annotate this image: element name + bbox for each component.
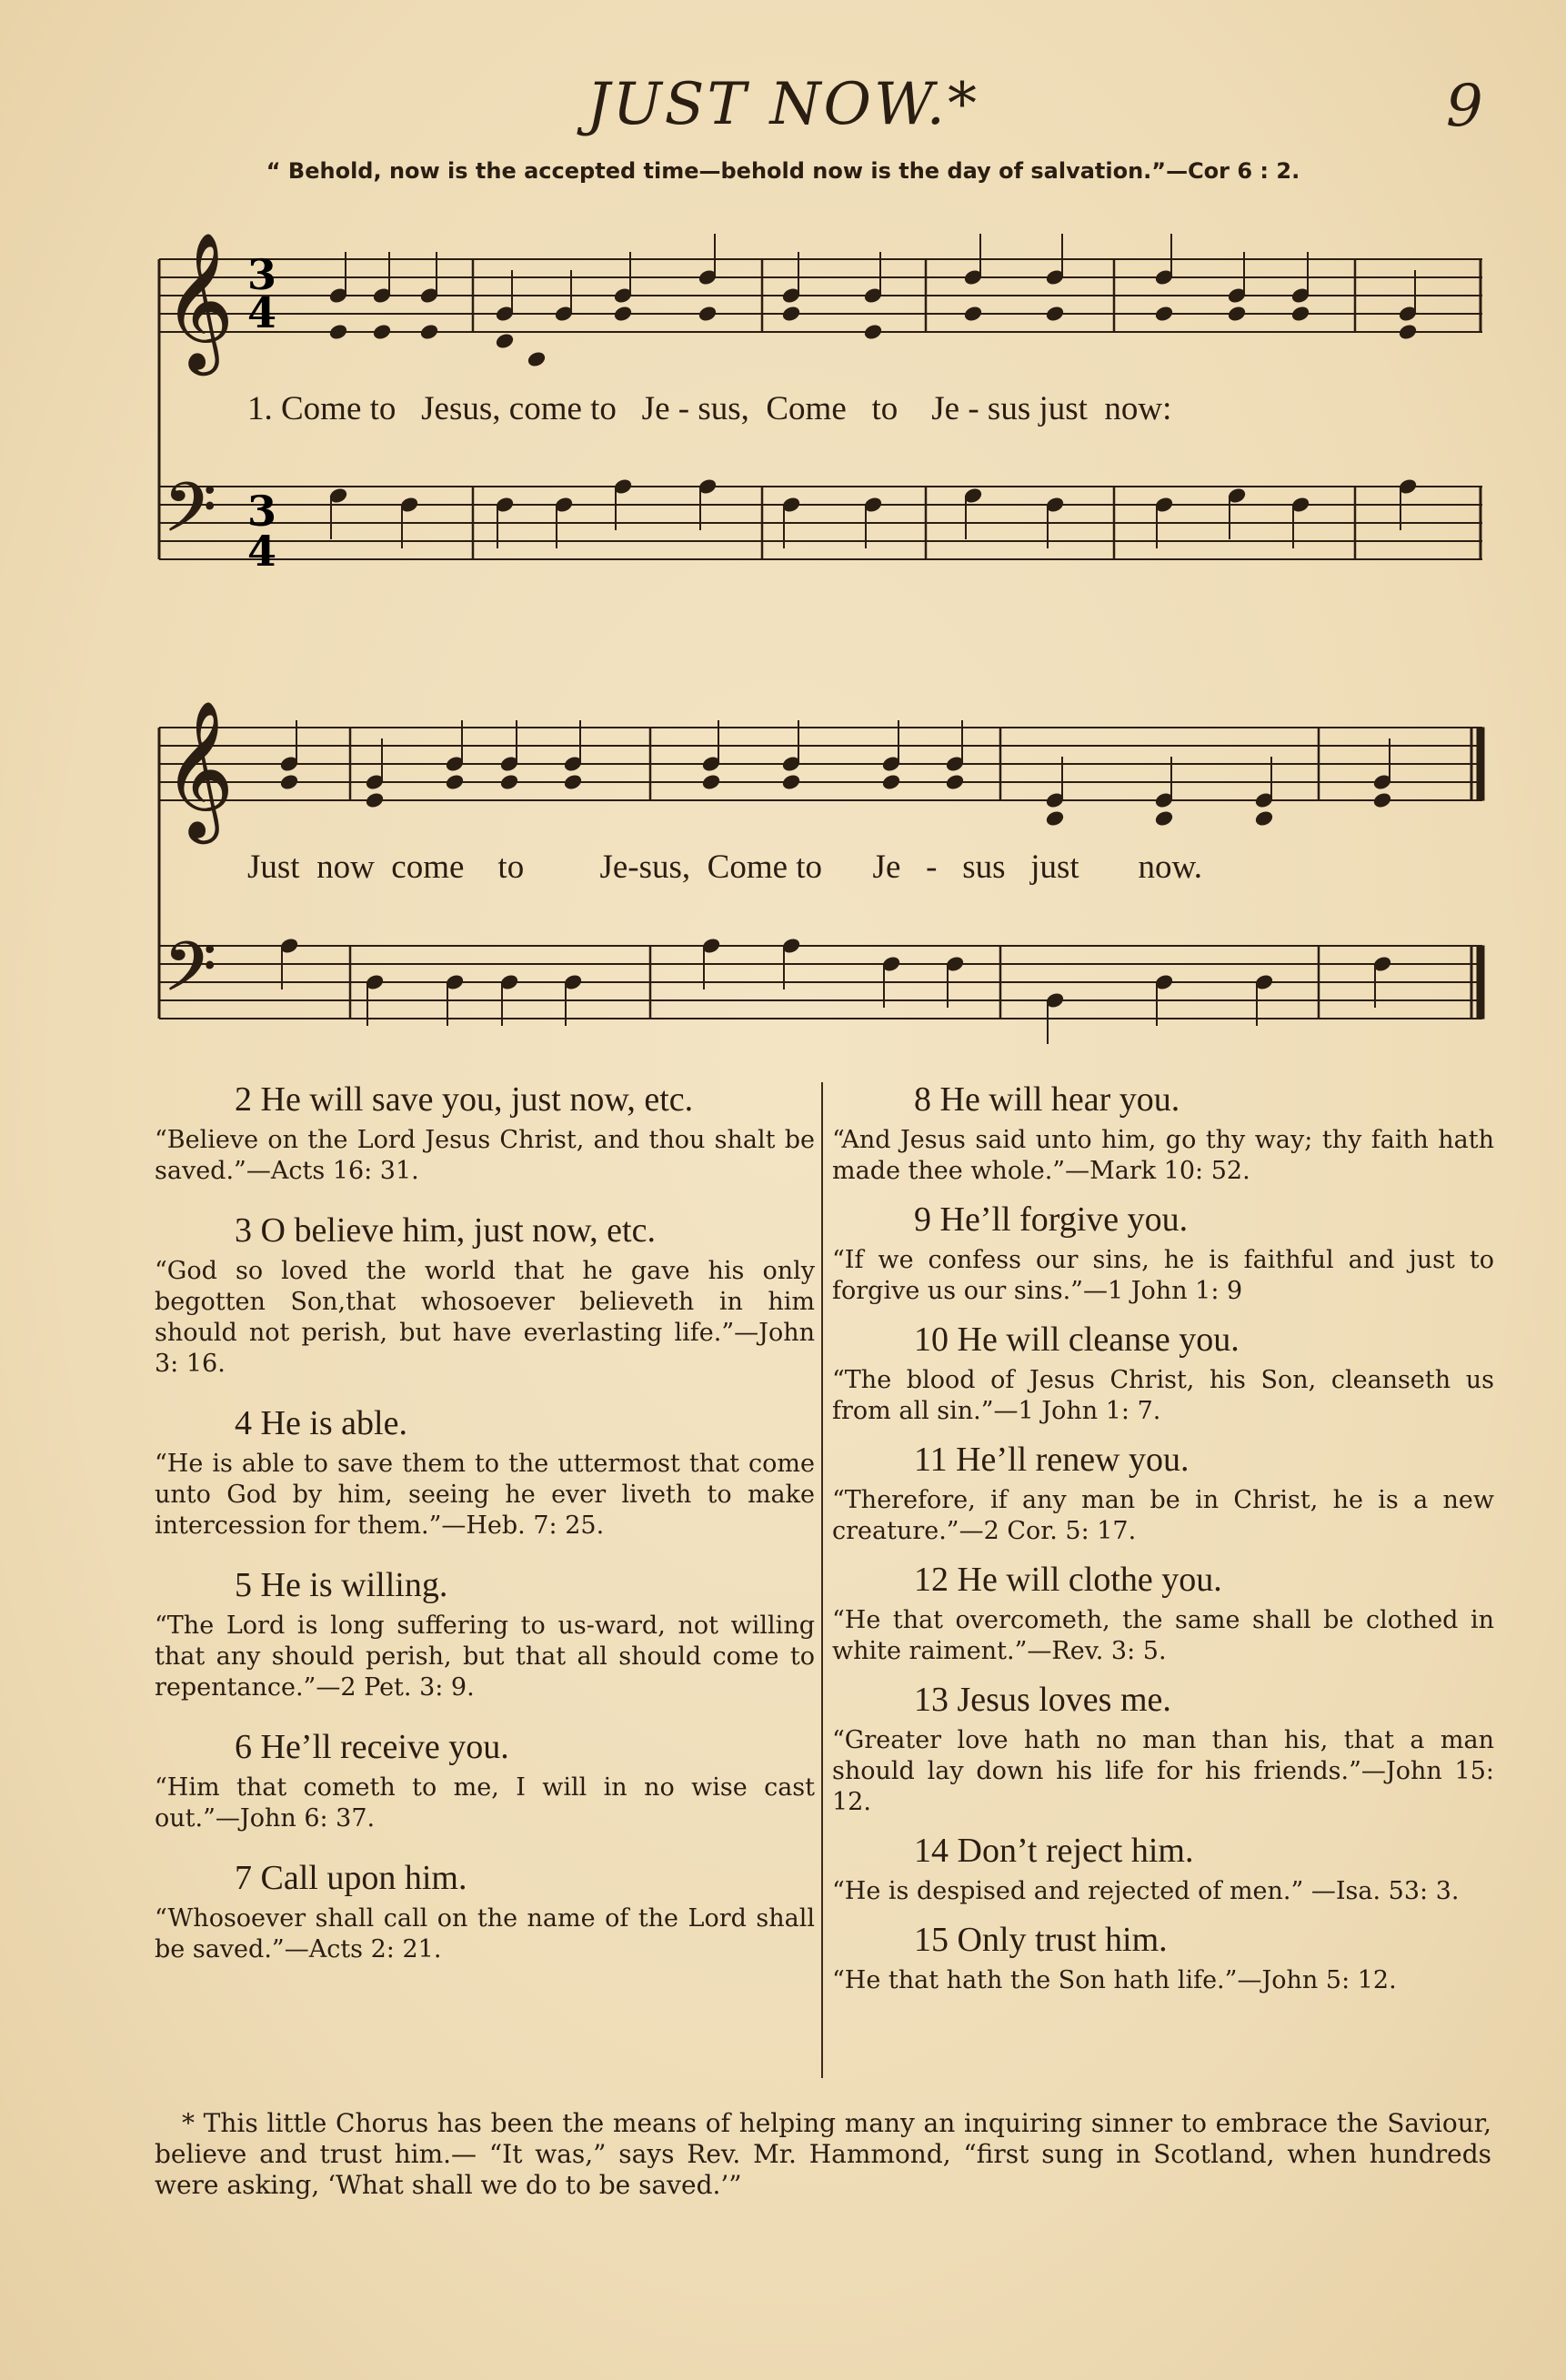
music-score	[0, 0, 1566, 1073]
note-head	[1398, 323, 1418, 340]
note-head	[1045, 305, 1065, 322]
bass-clef-icon: 𝄢	[164, 468, 216, 564]
note-head	[781, 773, 801, 790]
time-signature-bass-1	[247, 487, 276, 576]
note-head	[499, 773, 519, 790]
verse-heading: 13 Jesus loves me.	[914, 1681, 1171, 1719]
note-head	[1254, 809, 1274, 827]
page-number: 9	[1446, 73, 1483, 140]
note-head	[698, 305, 718, 322]
verse-scripture: “Believe on the Lord Jesus Christ, and thou shalt be saved.”—Acts 16: 31.	[155, 1126, 815, 1185]
column-divider	[821, 1082, 823, 2078]
treble-clef-icon: 𝄞	[164, 231, 234, 369]
verse-heading: 2 He will save you, just now, etc.	[235, 1080, 694, 1119]
footnote	[155, 2108, 1491, 2201]
note-head	[781, 305, 801, 322]
verse-scripture: “He that hath the Son hath life.”—John 5: 12.	[832, 1966, 1397, 1994]
verse-scripture: “The Lord is long suffering to us-ward, not willing that any should perish, but that all should come to repentance.”—2 Pet. 3: 9.	[155, 1612, 815, 1702]
note-head	[863, 323, 883, 340]
note-head	[1290, 305, 1310, 322]
verse-scripture: “If we confess our sins, he is faithful and just to forgive us our sins.”—1 John 1: 9	[832, 1246, 1494, 1305]
note-head	[563, 773, 583, 790]
note-head	[328, 323, 348, 340]
verse-heading: 8 He will hear you.	[914, 1080, 1180, 1119]
note-head	[365, 791, 385, 808]
bass-clef-icon: 𝄢	[164, 928, 216, 1023]
verses-right-column	[832, 1078, 1494, 2007]
hymn-title: JUST NOW.*	[587, 71, 979, 138]
note-head	[1045, 809, 1065, 827]
note-head	[1154, 809, 1174, 827]
lyrics-line-2: Just now come to Je-sus, Come to Je - sus just now.	[247, 849, 1203, 886]
verse-scripture: “Him that cometh to me, I will in no wise cast out.”—John 6: 37.	[155, 1773, 815, 1833]
verses-left-column	[155, 1078, 815, 1987]
note-head	[1154, 305, 1174, 322]
verse-scripture: “And Jesus said unto him, go thy way; thy faith hath made thee whole.”—Mark 10: 52.	[832, 1126, 1494, 1185]
svg-text:4: 4	[247, 288, 277, 337]
final-bar-thick	[1477, 728, 1484, 800]
note-head	[881, 773, 901, 790]
note-head	[1372, 791, 1392, 808]
verse-scripture: “The blood of Jesus Christ, his Son, cleanseth us from all sin.”—1 John 1: 7.	[832, 1366, 1494, 1425]
verse-scripture: “He is able to save them to the uttermost that come unto God by him, seeing he ever liveth to make intercession for them.”—Heb. 7: 25.	[155, 1450, 815, 1540]
final-bar-thick	[1477, 946, 1484, 1019]
note-head	[279, 773, 299, 790]
verse-heading: 7 Call upon him.	[235, 1859, 467, 1897]
footnote-text: * This little Chorus has been the means of helping many an inquiring sinner to embrace the Saviour, believe and trust him.— “It was,” says Rev. Mr. Hammond, “first sung in Scotland, when hundreds were asking, ‘What shall we do to be saved.’”	[155, 2108, 1491, 2200]
verse-heading: 9 He’ll forgive you.	[914, 1200, 1189, 1239]
note-head	[701, 773, 721, 790]
note-head	[372, 323, 392, 340]
epigraph: “ Behold, now is the accepted time—behold now is the day of salvation.”—Cor 6 : 2.	[266, 158, 1300, 184]
verse-heading: 15 Only trust him.	[914, 1921, 1168, 1959]
verse-heading: 4 He is able.	[235, 1404, 407, 1442]
verse-scripture: “Whosoever shall call on the name of the Lord shall be saved.”—Acts 2: 21.	[155, 1904, 815, 1963]
note-head	[527, 350, 547, 367]
note-head	[945, 773, 965, 790]
svg-text:3: 3	[247, 487, 277, 536]
svg-text:3: 3	[247, 250, 277, 299]
verse-scripture: “Therefore, if any man be in Christ, he is a new creature.”—2 Cor. 5: 17.	[832, 1486, 1494, 1545]
verse-scripture: “He that overcometh, the same shall be clothed in white raiment.”—Rev. 3: 5.	[832, 1606, 1494, 1665]
verse-scripture: “God so loved the world that he gave his only begotten Son,that whosoever believeth in him should not perish, but have everlasting life.”—John 3: 16.	[155, 1257, 815, 1378]
note-head	[495, 332, 515, 349]
svg-text:4: 4	[247, 527, 277, 576]
treble-clef-icon: 𝄞	[164, 699, 234, 838]
verse-scripture: “Greater love hath no man than his, that a man should lay down his life for his friends.”—John 15: 12.	[832, 1726, 1494, 1816]
verse-heading: 3 O believe him, just now, etc.	[235, 1211, 656, 1250]
note-head	[419, 323, 439, 340]
verse-heading: 14 Don’t reject him.	[914, 1832, 1194, 1870]
time-signature-treble-1	[247, 250, 276, 337]
verse-heading: 10 He will cleanse you.	[914, 1321, 1240, 1359]
verse-heading: 6 He’ll receive you.	[235, 1728, 509, 1766]
verse-heading: 12 He will clothe you.	[914, 1561, 1222, 1599]
note-head	[613, 305, 633, 322]
note-head	[1227, 305, 1247, 322]
lyrics-line-1: 1. Come to Jesus, come to Je - sus, Come to Je - sus just now:	[247, 390, 1172, 427]
verse-heading: 5 He is willing.	[235, 1566, 448, 1604]
note-head	[445, 773, 465, 790]
verse-heading: 11 He’ll renew you.	[914, 1441, 1190, 1479]
verse-scripture: “He is despised and rejected of men.” —Isa. 53: 3.	[832, 1877, 1460, 1905]
note-head	[963, 305, 983, 322]
